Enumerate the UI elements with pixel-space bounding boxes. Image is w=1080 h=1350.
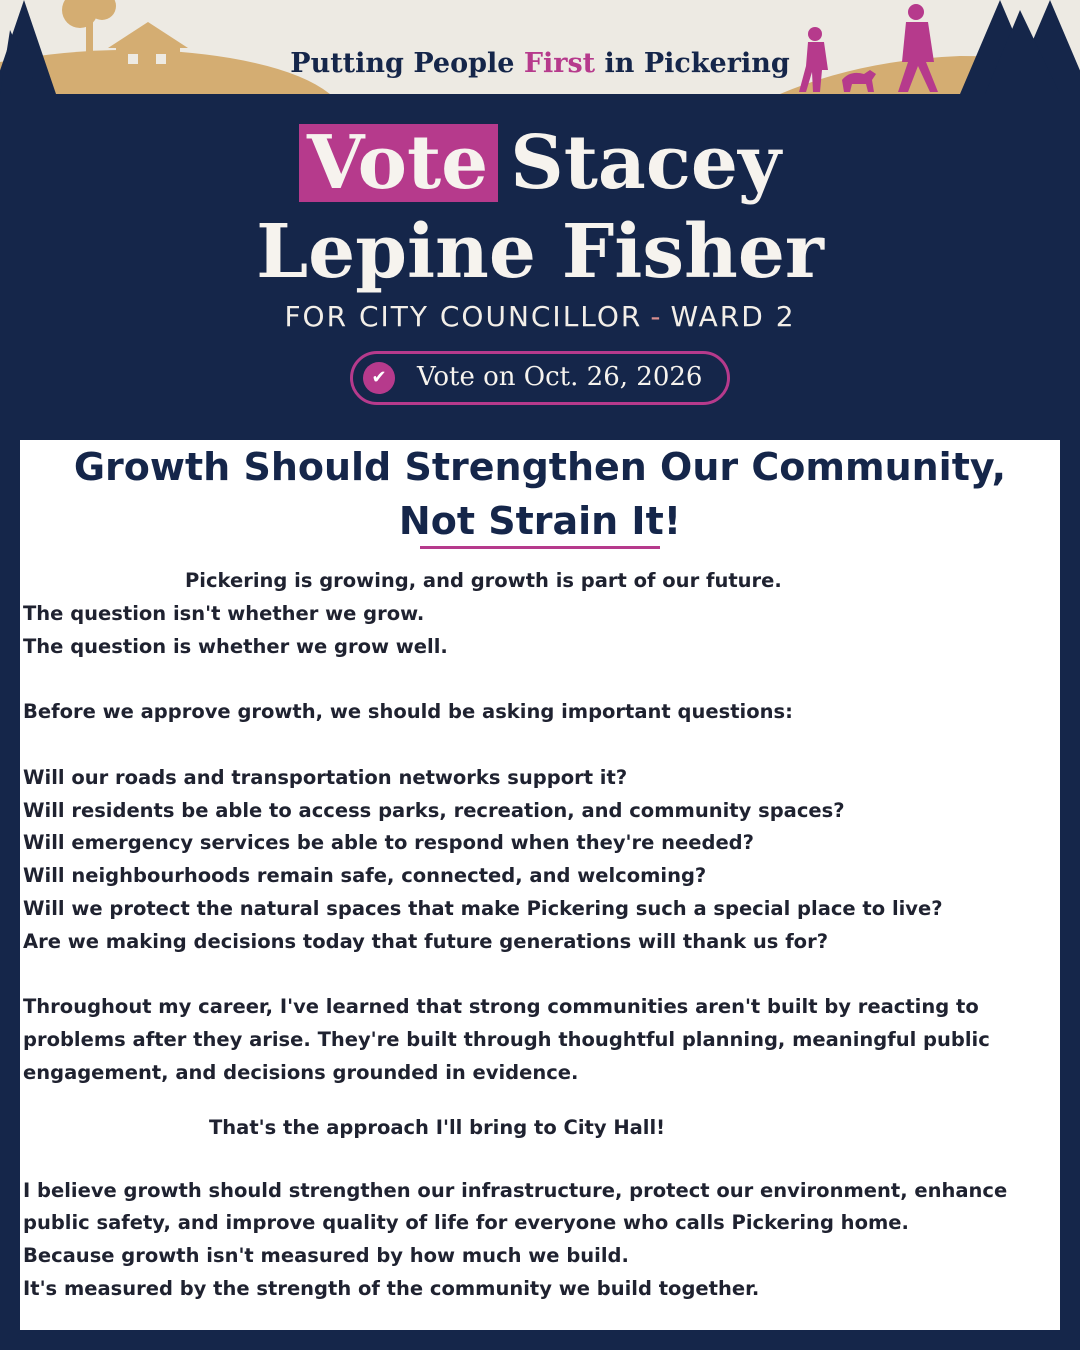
body-line: Will our roads and transportation networks support it? [23,765,628,789]
body-line: Will neighbourhoods remain safe, connected, and welcoming? [23,864,707,888]
body-line: That's the approach I'll bring to City Hall! [209,1115,666,1139]
tagline-suffix: in Pickering [604,48,790,79]
card-heading-line1: Growth Should Strengthen Our Community, [73,445,1007,489]
office-subtitle [0,300,1080,333]
card-heading-line2: Not Strain It! [398,499,682,543]
vote-date-badge [350,351,730,405]
tagline [0,48,1080,79]
body-line: public safety, and improve quality of life for everyone who calls Pickering home. [23,1211,909,1235]
candidate-last-name: Lepine Fisher [256,209,824,295]
body-line: Will residents be able to access parks, recreation, and community spaces? [23,798,845,822]
ward-label: WARD 2 [670,300,796,333]
vote-word: Vote [299,124,498,202]
body-line: Pickering is growing, and growth is part of our future. [185,569,782,592]
card-heading [20,440,1060,548]
body-line: Throughout my career, I've learned that strong communities aren't built by reacting to [23,995,979,1019]
heading-underline [420,546,660,549]
card-body [23,565,1057,1306]
landscape-illustration [0,0,1080,94]
tagline-highlight: First [523,48,596,79]
subtitle-separator: - [650,300,663,333]
body-line: Because growth isn't measured by how much we build. [23,1244,629,1268]
body-line: Will we protect the natural spaces that make Pickering such a special place to live? [23,896,943,920]
candidate-first-name: Stacey [510,120,781,206]
vote-date-label: Vote on Oct. 26, 2026 [417,362,703,392]
body-line: Before we approve growth, we should be asking important questions: [23,700,793,724]
checkmark-icon: ✔ [363,362,395,394]
body-line: problems after they arise. They're built through thoughtful planning, meaningful public [23,1028,990,1052]
header-illustration [0,0,1080,94]
body-line: The question isn't whether we grow. [23,601,425,625]
tagline-prefix: Putting People [290,48,515,79]
body-line: I believe growth should strengthen our infrastructure, protect our environment, enhance [23,1178,1008,1202]
body-line: It's measured by the strength of the community we build together. [23,1276,760,1300]
body-line: engagement, and decisions grounded in evidence. [23,1060,579,1084]
body-line: The question is whether we grow well. [23,634,448,658]
body-line: Are we making decisions today that future generations will thank us for? [23,929,829,953]
office-title: FOR CITY COUNCILLOR [284,300,643,333]
content-card [20,440,1060,1330]
candidate-title [0,118,1080,295]
body-line: Will emergency services be able to respond when they're needed? [23,831,754,855]
